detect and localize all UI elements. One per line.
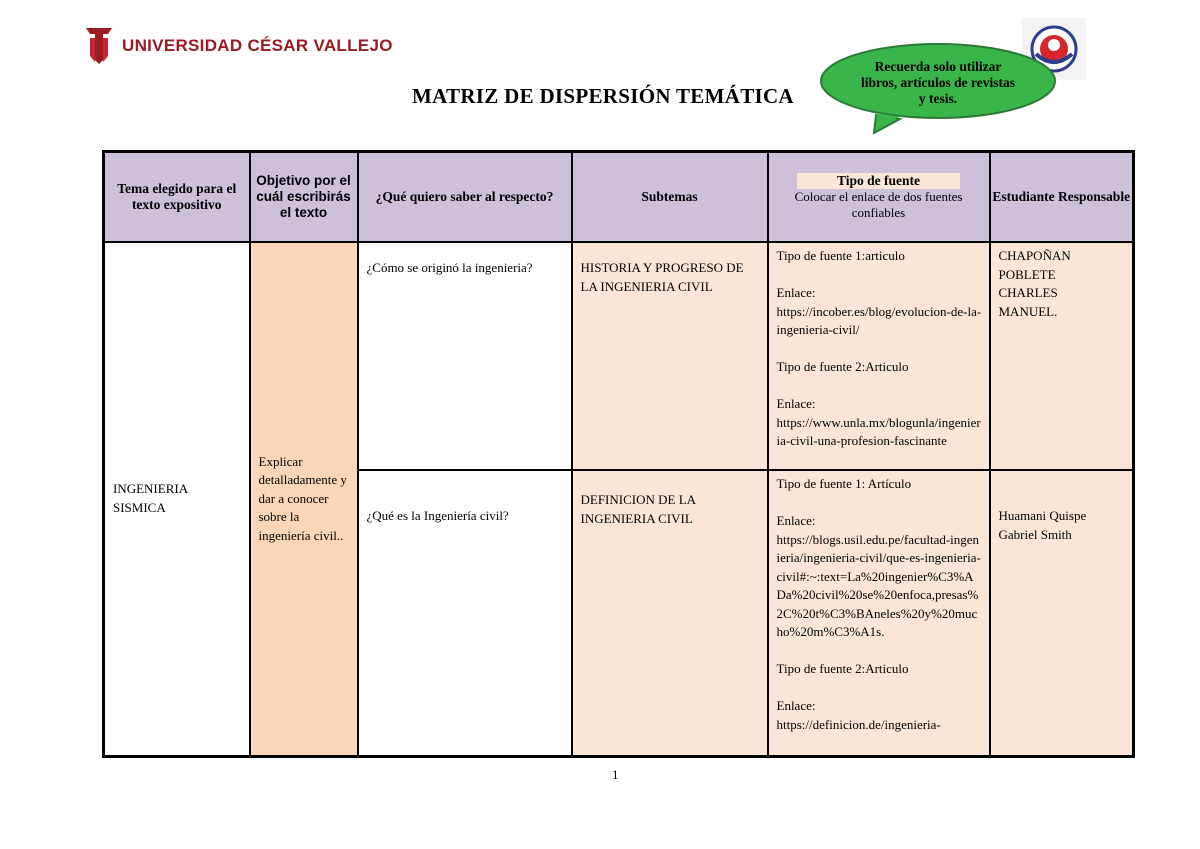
fuente1-link[interactable]: https://incober.es/blog/evolucion-de-la-ingenieria-civil/ <box>776 303 982 337</box>
fuente2-link[interactable]: https://definicion.de/ingenieria- <box>776 716 941 732</box>
page-number: 1 <box>612 767 619 782</box>
tema-cell: INGENIERIA SISMICA <box>104 242 250 756</box>
callout-bubble <box>816 43 1056 135</box>
header-estudiante: Estudiante Responsable <box>990 152 1134 243</box>
fuente1-tipo: Tipo de fuente 1: Artículo <box>776 476 912 491</box>
header-fuente <box>768 152 990 243</box>
pregunta-cell: ¿Qué es la Ingeniería civil? <box>358 470 572 756</box>
fuente-cell <box>768 470 990 756</box>
subtema-cell: DEFINICION DE LA INGENIERIA CIVIL <box>572 470 768 756</box>
university-name: UNIVERSIDAD CÉSAR VALLEJO <box>122 36 393 55</box>
header-fuente-sub: Colocar el enlace de dos fuentes confiables <box>794 189 963 220</box>
header-row <box>104 152 1134 243</box>
fuente1-label: Enlace: <box>776 285 816 300</box>
thematic-matrix-table <box>102 150 1135 758</box>
pregunta-cell: ¿Cómo se originó la ingenieria? <box>358 242 572 470</box>
ucv-shield-icon <box>84 26 114 66</box>
fuente2-label: Enlace: <box>776 396 816 411</box>
estudiante-cell: Huamani Quispe Gabriel Smith <box>990 470 1134 756</box>
objetivo-cell: Explicar detalladamente y dar a conocer sobre la ingeniería civil.. <box>250 242 358 756</box>
fuente2-link[interactable]: https://www.unla.mx/blogunla/ingenieria-civil-una-profesion-fascinante <box>776 414 981 448</box>
fuente1-tipo: Tipo de fuente 1:articulo <box>776 248 905 263</box>
header-fuente-title: Tipo de fuente <box>797 173 960 189</box>
fuente1-link[interactable]: https://blogs.usil.edu.pe/facultad-ingenieria/ingenieria-civil/que-es-ingenieria-civil#:~:text=La%20ingenier%C3%ADa%20civil%20se%20enfoca,presas%2C%20t%C3%BAneles%20y%20mucho%20m%C3%A1s. <box>776 531 981 639</box>
header-subtemas: Subtemas <box>572 152 768 243</box>
callout-text: Recuerda solo utilizar libros, artículos de revistas y tesis. <box>861 59 1015 106</box>
fuente2-label: Enlace: <box>776 698 816 713</box>
header-pregunta: ¿Qué quiero saber al respecto? <box>358 152 572 243</box>
fuente-cell <box>768 242 990 470</box>
university-logo <box>84 26 393 66</box>
fuente1-label: Enlace: <box>776 513 816 528</box>
header-objetivo: Objetivo por el cuál escribirás el texto <box>250 152 358 243</box>
table-row <box>104 242 1134 470</box>
subtema-cell: HISTORIA Y PROGRESO DE LA INGENIERIA CIVIL <box>572 242 768 470</box>
page-title: MATRIZ DE DISPERSIÓN TEMÁTICA <box>412 84 794 108</box>
header-tema: Tema elegido para el texto expositivo <box>104 152 250 243</box>
fuente2-tipo: Tipo de fuente 2:Articulo <box>776 661 909 676</box>
fuente2-tipo: Tipo de fuente 2:Articulo <box>776 359 909 374</box>
estudiante-cell: CHAPOÑAN POBLETE CHARLES MANUEL. <box>990 242 1134 470</box>
